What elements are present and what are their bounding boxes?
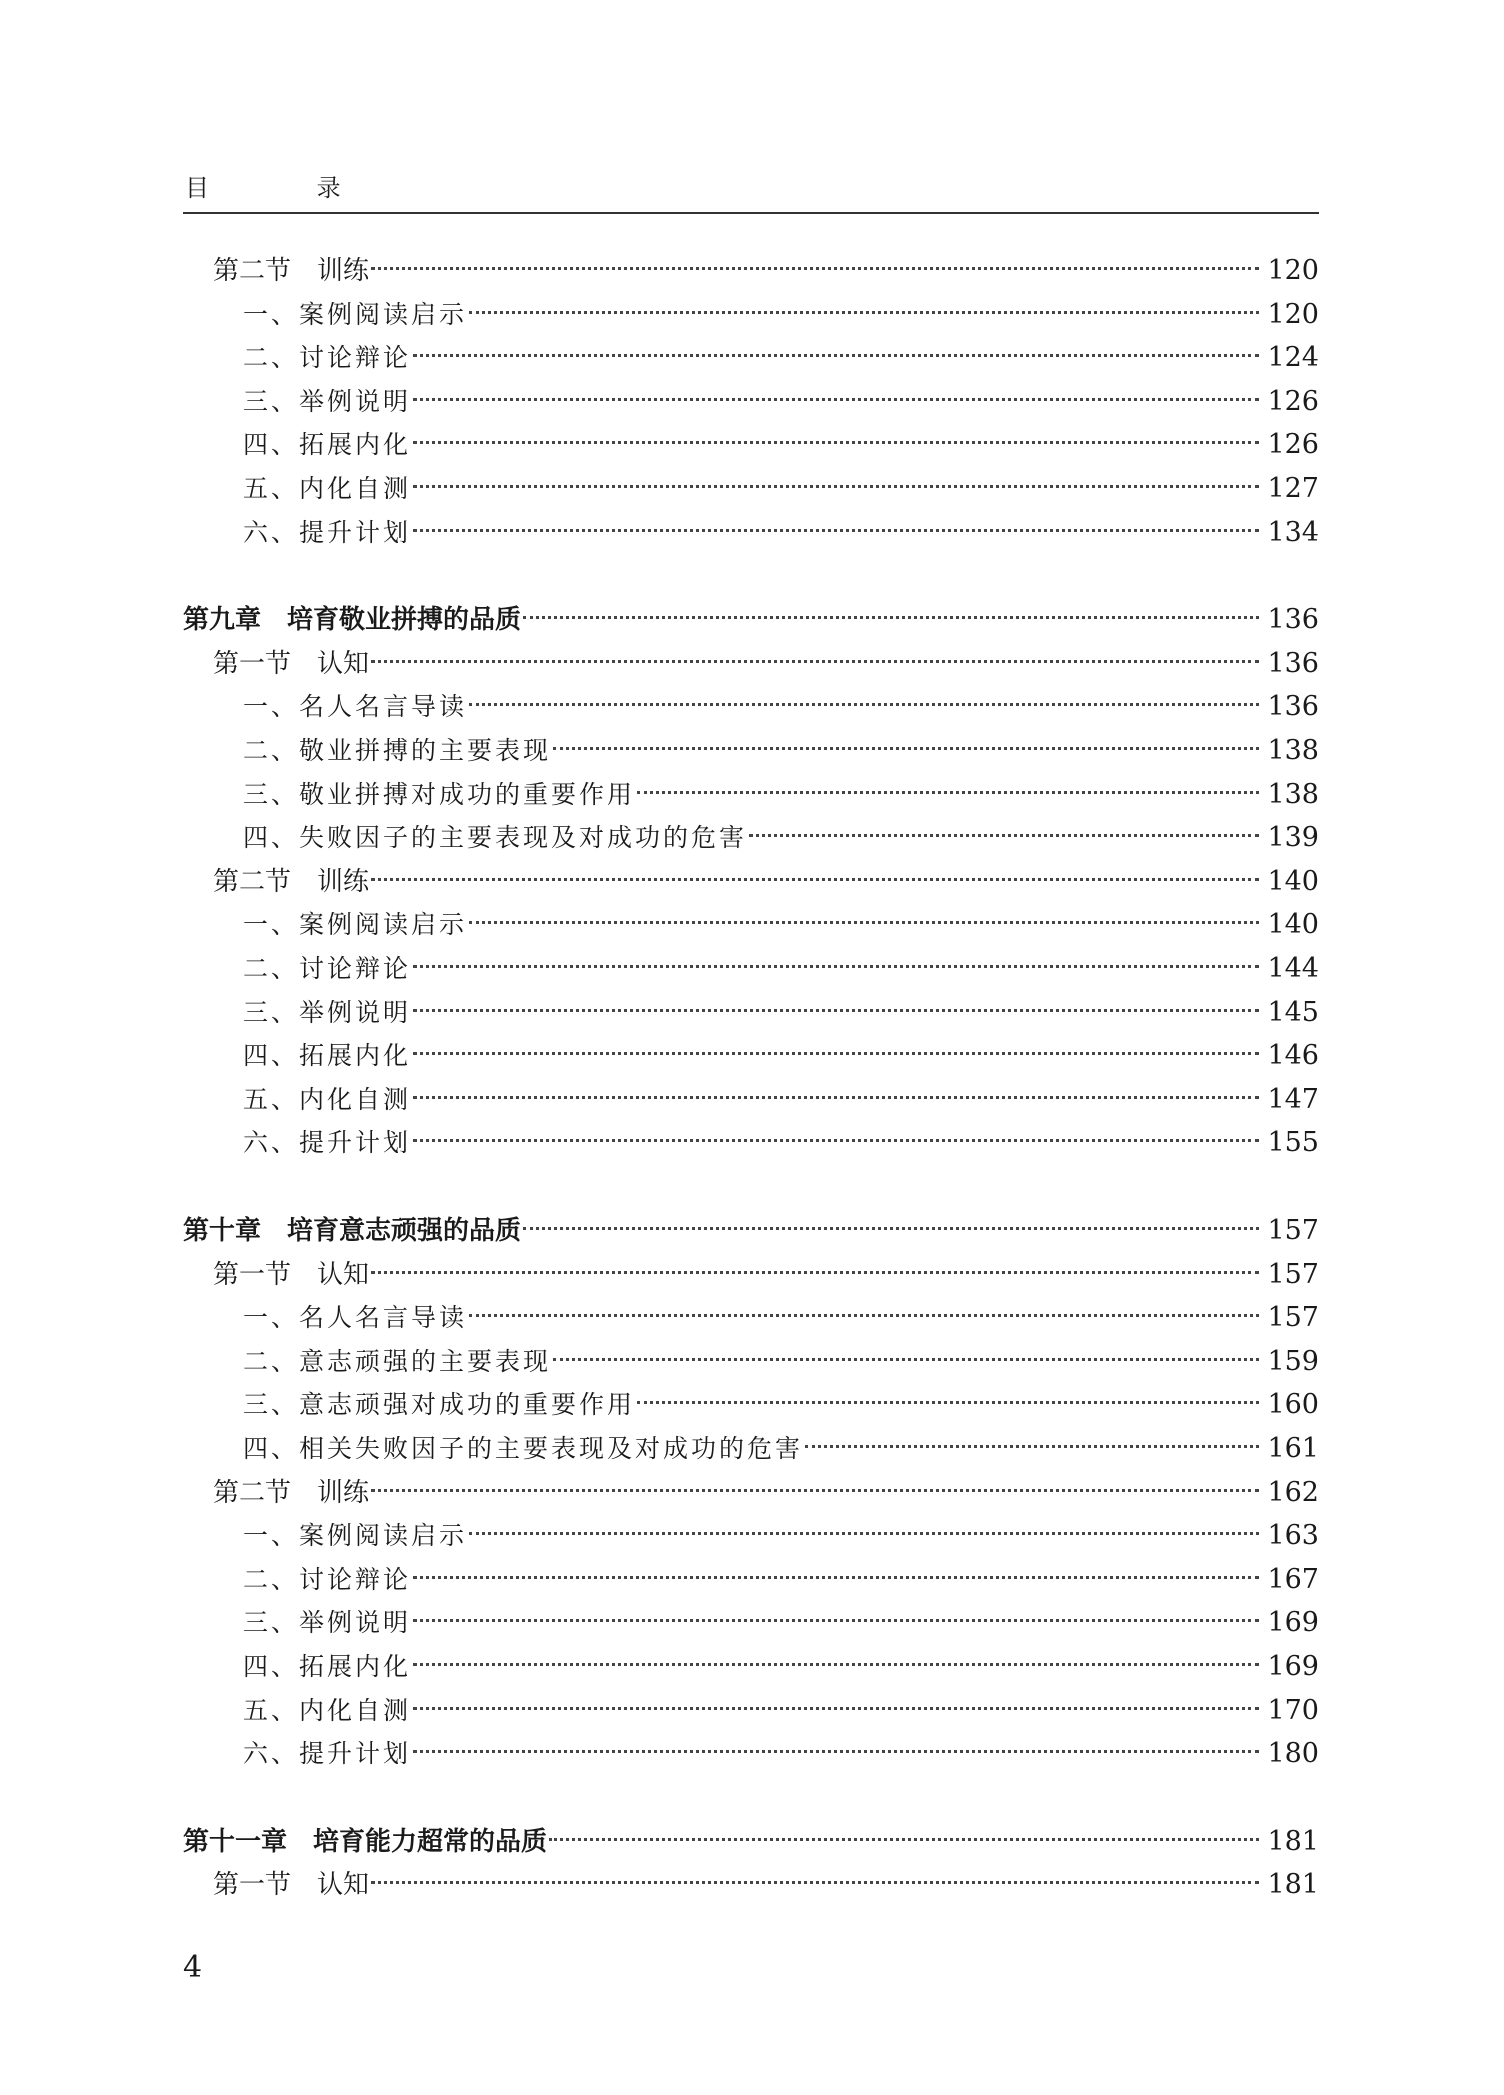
toc-page-number: 136 (1267, 648, 1319, 679)
toc-page-number: 146 (1267, 1040, 1319, 1071)
dot-leader (413, 1009, 1259, 1012)
toc-entry-title: 第十章 培育意志顽强的品质 (183, 1216, 522, 1246)
toc-page-number: 181 (1267, 1826, 1319, 1857)
toc-item-row (183, 515, 1319, 551)
toc-entry-title: 三、敬业拼搏对成功的重要作用 (243, 780, 636, 809)
toc-entry-title: 六、提升计划 (243, 518, 412, 547)
toc-item-row (183, 297, 1319, 333)
toc-chapter-row (183, 1824, 1319, 1860)
toc-page-number: 163 (1267, 1520, 1319, 1551)
toc-page-number: 169 (1267, 1651, 1319, 1682)
toc-entry-title: 二、讨论辩论 (243, 1565, 412, 1594)
toc-page-number: 159 (1267, 1346, 1319, 1377)
dot-leader (371, 660, 1259, 663)
toc-page-number: 160 (1267, 1389, 1319, 1420)
toc-item-row (183, 471, 1319, 507)
toc-section-row (183, 253, 1319, 289)
toc-entry-title: 第二节 训练 (213, 1478, 370, 1508)
toc-section-row (183, 1475, 1319, 1511)
toc-item-row (183, 820, 1319, 856)
dot-leader (805, 1445, 1259, 1448)
toc-page-number: 126 (1267, 386, 1319, 417)
toc-item-row (183, 1649, 1319, 1685)
toc-section-row (183, 864, 1319, 900)
toc-entry-title: 二、讨论辩论 (243, 343, 412, 372)
toc-entry-title: 四、拓展内化 (243, 430, 412, 459)
toc-page-number: 145 (1267, 997, 1319, 1028)
toc-page-number: 120 (1267, 255, 1319, 286)
toc-page-number: 157 (1267, 1259, 1319, 1290)
toc-page-number: 157 (1267, 1302, 1319, 1333)
toc-entry-title: 第十一章 培育能力超常的品质 (183, 1827, 548, 1857)
toc-chapter-row (183, 1213, 1319, 1249)
toc-entry-title: 六、提升计划 (243, 1739, 412, 1768)
toc-entry-title: 四、失败因子的主要表现及对成功的危害 (243, 823, 748, 852)
dot-leader (413, 1052, 1259, 1055)
toc-page-number: 140 (1267, 866, 1319, 897)
toc-item-row (183, 1431, 1319, 1467)
toc-page-number: 181 (1267, 1869, 1319, 1900)
toc-entry-title: 第一节 认知 (213, 649, 370, 679)
toc-page-number: 170 (1267, 1695, 1319, 1726)
header-title: 目 录 (185, 174, 391, 202)
dot-leader (371, 267, 1259, 270)
toc-item-row (183, 777, 1319, 813)
dot-leader (413, 354, 1259, 357)
dot-leader (469, 311, 1259, 314)
toc-entry-title: 第二节 训练 (213, 256, 370, 286)
toc-page-number: 124 (1267, 342, 1319, 373)
toc-item-row (183, 427, 1319, 463)
dot-leader (413, 1750, 1259, 1753)
dot-leader (469, 1532, 1259, 1535)
dot-leader (371, 878, 1259, 881)
toc-page-number: 134 (1267, 517, 1319, 548)
toc-item-row (183, 1300, 1319, 1336)
toc-item-row (183, 995, 1319, 1031)
dot-leader (413, 485, 1259, 488)
dot-leader (413, 1619, 1259, 1622)
dot-leader (371, 1881, 1259, 1884)
toc-chapter-row (183, 602, 1319, 638)
dot-leader (523, 1227, 1259, 1230)
dot-leader (413, 529, 1259, 532)
toc-page-number: 162 (1267, 1477, 1319, 1508)
dot-leader (413, 965, 1259, 968)
dot-leader (413, 1096, 1259, 1099)
toc-page-number: 126 (1267, 429, 1319, 460)
toc-page-number: 167 (1267, 1564, 1319, 1595)
toc-item-row (183, 1518, 1319, 1554)
toc-item-row (183, 907, 1319, 943)
toc-item-row (183, 1387, 1319, 1423)
toc-entry-title: 第一节 认知 (213, 1260, 370, 1290)
page-header (183, 168, 1319, 214)
toc-section-row (183, 646, 1319, 682)
page-number: 4 (183, 1950, 203, 1985)
toc-page-number: 139 (1267, 822, 1319, 853)
dot-leader (637, 1401, 1259, 1404)
toc-entry-title: 五、内化自测 (243, 474, 412, 503)
toc-item-row (183, 384, 1319, 420)
toc-entry-title: 五、内化自测 (243, 1085, 412, 1114)
dot-leader (413, 1576, 1259, 1579)
toc-item-row (183, 1082, 1319, 1118)
toc-page-number: 127 (1267, 473, 1319, 504)
toc-entry-title: 四、拓展内化 (243, 1652, 412, 1681)
dot-leader (469, 1314, 1259, 1317)
dot-leader (413, 1139, 1259, 1142)
toc-item-row (183, 1125, 1319, 1161)
toc-item-row (183, 733, 1319, 769)
toc-entry-title: 二、意志顽强的主要表现 (243, 1347, 552, 1376)
toc-item-row (183, 1562, 1319, 1598)
dot-leader (469, 921, 1259, 924)
toc-entry-title: 四、拓展内化 (243, 1041, 412, 1070)
toc-item-row (183, 1736, 1319, 1772)
dot-leader (523, 616, 1259, 619)
toc-entry-title: 六、提升计划 (243, 1128, 412, 1157)
toc-entry-title: 二、敬业拼搏的主要表现 (243, 736, 552, 765)
toc-entry-title: 四、相关失败因子的主要表现及对成功的危害 (243, 1434, 804, 1463)
toc-entry-title: 三、举例说明 (243, 387, 412, 416)
toc-page-number: 136 (1267, 604, 1319, 635)
toc-page-number: 138 (1267, 735, 1319, 766)
toc-entry-title: 一、名人名言导读 (243, 692, 468, 721)
toc-page-number: 138 (1267, 779, 1319, 810)
dot-leader (371, 1271, 1259, 1274)
dot-leader (371, 1489, 1259, 1492)
toc-entry-title: 三、举例说明 (243, 998, 412, 1027)
dot-leader (413, 1663, 1259, 1666)
toc-page-number: 169 (1267, 1607, 1319, 1638)
toc-page-number: 147 (1267, 1084, 1319, 1115)
toc-page-number: 161 (1267, 1433, 1319, 1464)
toc-entry-title: 二、讨论辩论 (243, 954, 412, 983)
toc-item-row (183, 1693, 1319, 1729)
toc-item-row (183, 1344, 1319, 1380)
dot-leader (413, 1707, 1259, 1710)
toc-entry-title: 第一节 认知 (213, 1870, 370, 1900)
toc-page-number: 136 (1267, 691, 1319, 722)
toc-page-number: 140 (1267, 909, 1319, 940)
toc-item-row (183, 1605, 1319, 1641)
toc-entry-title: 第二节 训练 (213, 867, 370, 897)
toc-entry-title: 一、名人名言导读 (243, 1303, 468, 1332)
dot-leader (749, 834, 1259, 837)
dot-leader (413, 398, 1259, 401)
dot-leader (413, 441, 1259, 444)
toc-page-number: 120 (1267, 299, 1319, 330)
toc-entry-title: 一、案例阅读启示 (243, 300, 468, 329)
toc-item-row (183, 689, 1319, 725)
dot-leader (469, 703, 1259, 706)
toc-entry-title: 三、举例说明 (243, 1608, 412, 1637)
toc-section-row (183, 1257, 1319, 1293)
dot-leader (637, 791, 1259, 794)
toc-item-row (183, 340, 1319, 376)
toc-page-number: 180 (1267, 1738, 1319, 1769)
dot-leader (553, 1358, 1259, 1361)
toc-section-row (183, 1867, 1319, 1903)
toc-item-row (183, 1038, 1319, 1074)
toc-item-row (183, 951, 1319, 987)
toc-entry-title: 第九章 培育敬业拼搏的品质 (183, 605, 522, 635)
toc-entry-title: 五、内化自测 (243, 1696, 412, 1725)
toc-entry-title: 三、意志顽强对成功的重要作用 (243, 1390, 636, 1419)
toc-page-number: 155 (1267, 1127, 1319, 1158)
toc-entry-title: 一、案例阅读启示 (243, 910, 468, 939)
dot-leader (549, 1838, 1259, 1841)
dot-leader (553, 747, 1259, 750)
toc-page-number: 144 (1267, 953, 1319, 984)
toc-entry-title: 一、案例阅读启示 (243, 1521, 468, 1550)
toc-page-number: 157 (1267, 1215, 1319, 1246)
